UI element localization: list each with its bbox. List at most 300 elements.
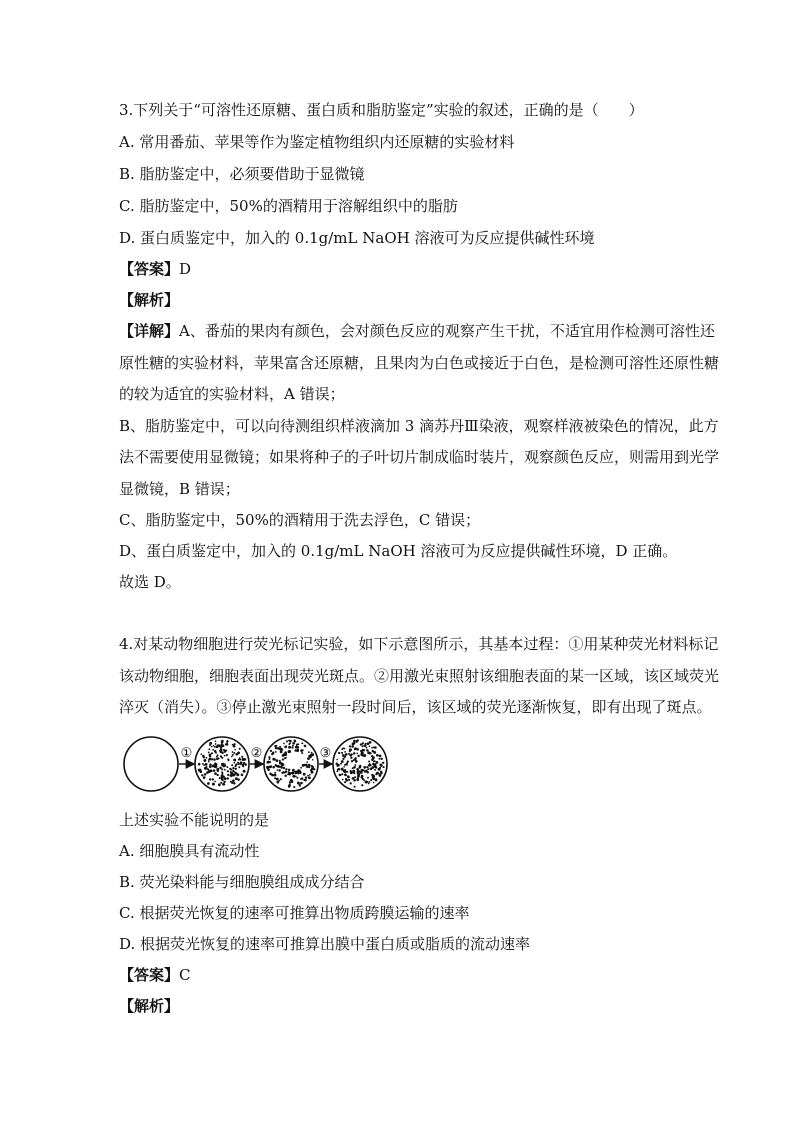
q3-explanation-line-4: B、脂肪鉴定中，可以向待测组织样液滴加 3 滴苏丹Ⅲ染液，观察样液被染色的情况，此方 <box>119 417 719 435</box>
fluorescent-spot <box>288 746 291 749</box>
fluorescent-spot <box>233 745 236 748</box>
fluorescent-spot <box>285 757 287 759</box>
q3-option-a: A. 常用番茄、苹果等作为鉴定植物组织内还原糖的实验材料 <box>119 133 515 151</box>
fluorescent-spot <box>382 762 384 764</box>
fluorescent-spot <box>344 748 346 750</box>
fluorescent-spot <box>294 749 297 752</box>
fluorescent-spot <box>375 779 377 781</box>
fluorescent-spot <box>288 785 291 788</box>
fluorescent-spot <box>282 764 284 766</box>
fluorescent-spot <box>376 754 379 757</box>
fluorescent-spot <box>288 750 291 753</box>
fluorescent-spot <box>367 777 369 779</box>
fluorescent-spot <box>202 755 205 758</box>
fluorescent-spot <box>343 766 345 768</box>
fluorescent-spot <box>306 765 309 768</box>
fluorescent-spot <box>308 776 311 779</box>
fluorescent-spot <box>342 758 344 760</box>
fluorescent-spot <box>363 766 366 769</box>
fluorescent-spot <box>203 759 206 762</box>
fluorescent-spot <box>276 781 279 784</box>
fluorescent-spot <box>235 763 237 765</box>
fluorescent-spot <box>270 773 272 775</box>
fluorescent-spot <box>288 772 291 775</box>
fluorescent-spot <box>209 742 212 745</box>
fluorescent-spot <box>353 766 356 769</box>
fluorescent-spot <box>293 742 295 744</box>
fluorescent-spot <box>379 773 381 775</box>
fluorescent-spot <box>288 769 290 771</box>
fluorescent-spot <box>341 752 343 754</box>
fluorescent-spot <box>371 758 374 761</box>
q4-option-d: D. 根据荧光恢复的速率可推算出膜中蛋白质或脂质的流动速率 <box>119 935 531 953</box>
fluorescent-spot <box>201 774 203 776</box>
fluorescent-spot <box>267 768 269 770</box>
fluorescent-spot <box>306 761 308 763</box>
fluorescent-spot <box>361 775 364 778</box>
fluorescent-spot <box>305 776 308 779</box>
fluorescent-spot <box>300 778 302 780</box>
cell-circle-1 <box>124 737 178 791</box>
fluorescent-spot <box>215 743 217 745</box>
fluorescent-spot <box>348 753 350 755</box>
fluorescent-spot <box>300 749 303 752</box>
fluorescent-spot <box>369 781 371 783</box>
fluorescent-spot <box>311 752 313 754</box>
fluorescent-spot <box>366 747 368 749</box>
fluorescent-spot <box>348 779 350 781</box>
fluorescent-spot <box>367 742 370 745</box>
q4-answer <box>119 965 191 985</box>
fluorescent-spot <box>241 756 243 758</box>
fluorescent-spot <box>374 765 376 767</box>
fluorescent-spot <box>224 778 226 780</box>
fluorescent-spot <box>295 746 298 749</box>
fluorescent-spot <box>214 781 216 783</box>
fluorescent-spot <box>275 747 277 749</box>
fluorescent-spot <box>210 754 212 756</box>
fluorescent-spot <box>293 786 295 788</box>
fluorescent-spot <box>378 768 381 771</box>
fluorescent-spot <box>286 740 288 742</box>
fluorescent-spot <box>212 783 215 786</box>
fluorescent-spot <box>292 745 294 747</box>
fluorescent-spot <box>276 745 278 747</box>
fluorescent-spot <box>350 757 352 759</box>
fluorescent-spot <box>312 759 314 761</box>
fluorescent-spot <box>277 769 279 771</box>
fluorescent-spot <box>231 764 233 766</box>
fluorescent-spot <box>376 761 379 764</box>
q3-explanation-line-2: 原性糖的实验材料，苹果富含还原糖，且果肉为白色或接近于白色，是检测可溶性还原性糖 <box>119 354 720 372</box>
fluorescent-spot <box>301 742 303 744</box>
fluorescent-spot <box>205 766 207 768</box>
cell-circle-3 <box>264 737 318 791</box>
fluorescent-spot <box>219 767 221 769</box>
fluorescent-spot <box>364 744 367 747</box>
fluorescent-spot <box>209 765 212 768</box>
fluorescent-spot <box>356 748 359 751</box>
q3-explanation-line-3: 的较为适宜的实验材料，A 错误； <box>119 385 345 403</box>
fluorescent-spot <box>367 781 369 783</box>
fluorescent-spot <box>295 772 297 774</box>
q4-stem-line-1: 4.对某动物细胞进行荧光标记实验，如下示意图所示，其基本过程：①用某种荧光材料标记 <box>119 635 719 653</box>
fluorescent-spot <box>239 757 241 759</box>
fluorescent-spot <box>280 778 282 780</box>
fluorescent-spot <box>378 758 380 760</box>
fluorescent-spot <box>208 748 210 750</box>
fluorescent-spot <box>297 777 299 779</box>
fluorescent-spot <box>381 758 383 760</box>
fluorescent-spot <box>233 758 236 761</box>
fluorescent-spot <box>224 755 226 757</box>
fluorescent-spot <box>284 775 286 777</box>
fluorescent-spot <box>379 763 382 766</box>
fluorescent-spot <box>224 750 227 753</box>
fluorescent-spot <box>279 746 281 748</box>
fluorescent-spot <box>204 773 207 776</box>
fluorescent-spot <box>274 772 276 774</box>
q4-answer-value: C <box>179 966 191 984</box>
fluorescent-spot <box>227 777 229 779</box>
fluorescent-spot <box>272 766 275 769</box>
fluorescent-spot <box>373 782 375 784</box>
fluorescent-spot <box>225 743 228 746</box>
fluorescent-spot <box>232 754 234 756</box>
q3-option-c: C. 脂肪鉴定中，50%的酒精用于溶解组织中的脂肪 <box>119 197 458 215</box>
fluorescent-spot <box>362 745 364 747</box>
fluorescent-spot <box>313 768 315 770</box>
fluorescent-spot <box>208 752 210 754</box>
fluorescent-spot <box>283 767 285 769</box>
fluorescent-spot <box>291 746 293 748</box>
fluorescent-spot <box>208 770 211 773</box>
fluorescent-spot <box>214 746 216 748</box>
fluorescent-spot <box>301 752 303 754</box>
fluorescent-spot <box>283 753 285 755</box>
fluorescent-spot <box>353 740 355 742</box>
fluorescent-spot <box>284 746 287 749</box>
fluorescent-spot <box>354 786 356 788</box>
fluorescent-spot <box>212 765 214 767</box>
fluorescent-spot <box>345 753 348 756</box>
fluorescent-spot <box>279 762 282 765</box>
fluorescent-spot <box>362 742 364 744</box>
fluorescent-spot <box>234 749 236 751</box>
fluorescent-spot <box>272 758 275 761</box>
fluorescent-spot <box>356 752 358 754</box>
fluorescent-spot <box>235 768 237 770</box>
fluorescent-spot <box>222 773 224 775</box>
fluorescent-spot <box>227 740 229 742</box>
q3-option-d: D. 蛋白质鉴定中，加入的 0.1g/mL NaOH 溶液可为反应提供碱性环境 <box>119 229 595 247</box>
fluorescent-spot <box>349 750 351 752</box>
fluorescent-spot <box>355 759 357 761</box>
fluorescent-spot <box>202 763 204 765</box>
fluorescent-spot <box>347 761 349 763</box>
fluorescent-spot <box>356 779 358 781</box>
fluorescent-spot <box>297 781 300 784</box>
fluorescent-spot <box>341 773 343 775</box>
fluorescent-spot <box>278 769 281 772</box>
fluorescent-spot <box>240 764 242 766</box>
fluorescent-spot <box>222 744 225 747</box>
fluorescent-spot <box>372 763 375 766</box>
fluorescent-spot <box>276 778 279 781</box>
fluorescent-spot <box>368 760 370 762</box>
fluorescent-spot <box>354 764 356 766</box>
fluorescent-spot <box>268 756 270 758</box>
fluorescent-spot <box>232 751 234 753</box>
fluorescent-spot <box>209 758 212 761</box>
fluorescent-spot <box>366 749 369 752</box>
fluorescent-spot <box>336 759 338 761</box>
fluorescent-spot <box>230 775 232 777</box>
fluorescent-spot <box>279 766 281 768</box>
fluorescent-spot <box>379 755 382 758</box>
fluorescent-spot <box>222 765 225 768</box>
fluorescent-spot <box>217 754 219 756</box>
fluorescent-spot <box>289 742 291 744</box>
fluorescent-spot <box>349 745 351 747</box>
fluorescent-spot <box>280 750 283 753</box>
fluorescent-spot <box>339 774 342 777</box>
fluorescent-spot <box>370 779 372 781</box>
fluorescent-spot <box>371 755 373 757</box>
fluorescent-spot <box>212 749 214 751</box>
fluorescent-spot <box>211 746 213 748</box>
fluorescent-spot <box>356 768 359 771</box>
fluorescent-spot <box>200 753 202 755</box>
fluorescent-spot <box>289 781 291 783</box>
fluorescent-spot <box>344 756 346 758</box>
fluorescent-spot <box>370 768 373 771</box>
fluorescent-spot <box>285 771 287 773</box>
fluorescent-spot <box>361 751 364 754</box>
fluorescent-spot <box>351 760 353 762</box>
fluorescent-spot <box>374 746 377 749</box>
fluorescent-spot <box>219 750 221 752</box>
fluorescent-spot <box>303 779 305 781</box>
fluorescent-spot <box>231 756 233 758</box>
fluorescent-spot <box>221 776 224 779</box>
fluorescent-spot <box>292 769 295 772</box>
fluorescent-spot <box>283 743 285 745</box>
fluorescent-spot <box>211 752 213 754</box>
fluorescent-spot <box>308 755 310 757</box>
fluorescent-spot <box>241 774 243 776</box>
fluorescent-spot <box>373 751 376 754</box>
fluorescent-spot <box>244 763 246 765</box>
fluorescent-spot <box>231 769 233 771</box>
fluorescent-spot <box>203 776 206 779</box>
fluorescent-spot <box>200 769 202 771</box>
fluorescent-spot <box>282 758 284 760</box>
q3-explanation-line-8: D、蛋白质鉴定中，加入的 0.1g/mL NaOH 溶液可为反应提供碱性环境，D 正确。 <box>119 542 678 560</box>
fluorescent-spot <box>367 751 370 754</box>
fluorescent-spot <box>209 755 211 757</box>
q3-option-b: B. 脂肪鉴定中，必须要借助于显微镜 <box>119 165 365 183</box>
fluorescent-spot <box>222 763 224 765</box>
fluorescent-spot <box>359 765 361 767</box>
q4-option-b: B. 荧光染料能与细胞膜组成成分结合 <box>119 873 365 891</box>
q4-analysis-heading: 【解析】 <box>119 997 180 1015</box>
q3-conclusion: 故选 D。 <box>119 573 181 591</box>
q4-stem-line-3: 淬灭（消失）。③停止激光束照射一段时间后，该区域的荧光逐渐恢复，即有出现了斑点。 <box>119 698 712 716</box>
q3-detail-tag: 【详解】 <box>119 322 180 340</box>
fluorescent-spot <box>340 763 342 765</box>
fluorescent-spot <box>243 770 246 773</box>
fluorescent-spot <box>295 776 297 778</box>
fluorescent-spot <box>227 774 229 776</box>
fluorescent-spot <box>346 763 348 765</box>
fluorescent-spot <box>214 750 217 753</box>
fluorescent-spot <box>343 770 345 772</box>
fluorescent-spot <box>311 765 313 767</box>
fluorescent-spot <box>363 754 366 757</box>
fluorescent-spot <box>344 773 347 776</box>
fluorescent-spot <box>216 758 218 760</box>
fluorescent-spot <box>358 770 360 772</box>
fluorescent-spot <box>217 774 219 776</box>
fluorescent-spot <box>304 745 307 748</box>
fluorescent-spot <box>361 784 363 786</box>
fluorescent-spot <box>299 771 302 774</box>
fluorescent-spot <box>233 762 235 764</box>
fluorescent-spot <box>235 777 238 780</box>
fluorescent-spot <box>224 763 226 765</box>
q4-stem-line-2: 该动物细胞，细胞表面出现荧光斑点。②用激光束照射该细胞表面的某一区域，该区域荧光 <box>119 667 720 685</box>
fluorescent-spot <box>213 758 216 761</box>
fluorescent-spot <box>237 778 240 781</box>
fluorescent-spot <box>228 759 230 761</box>
fluorescent-spot <box>292 775 295 778</box>
q3-stem: 3.下列关于“可溶性还原糖、蛋白质和脂肪鉴定”实验的叙述，正确的是（ ） <box>119 101 644 119</box>
fluorescent-spot <box>266 762 268 764</box>
fluorescent-spot <box>236 773 239 776</box>
fluorescent-spot <box>243 759 245 761</box>
fluorescent-spot <box>226 766 228 768</box>
fluorescent-spot <box>207 782 210 785</box>
step-label-2: ② <box>250 746 263 761</box>
fluorescent-spot <box>205 763 207 765</box>
fluorescent-spot <box>212 778 214 780</box>
q3-explanation-line-1: 【详解】A、番茄的果肉有颜色，会对颜色反应的观察产生干扰，不适宜用作检测可溶性还 <box>119 322 715 340</box>
fluorescent-spot <box>278 780 280 782</box>
fluorescent-spot <box>344 781 346 783</box>
fluorescent-spot <box>217 769 220 772</box>
fluorescent-spot <box>276 759 279 762</box>
fluorescent-spot <box>274 777 276 779</box>
fluorescent-spot <box>371 747 373 749</box>
fluorescent-spot <box>357 739 359 741</box>
q4-option-a: A. 细胞膜具有流动性 <box>119 842 260 860</box>
fluorescent-spot <box>242 765 244 767</box>
fluorescent-spot <box>354 748 356 750</box>
q3-answer-value: D <box>179 260 192 278</box>
fluorescent-spot <box>240 762 242 764</box>
fluorescent-spot <box>369 764 371 766</box>
q4-answer-tag: 【答案】 <box>119 966 180 984</box>
fluorescent-spot <box>362 778 364 780</box>
fluorescent-spot <box>274 774 277 777</box>
fluorescent-spot <box>355 757 357 759</box>
fluorescent-spot <box>272 752 275 755</box>
q3-analysis-heading: 【解析】 <box>119 291 180 309</box>
fluorescent-spot <box>238 763 240 765</box>
fluorescent-spot <box>376 772 379 775</box>
fluorescent-spot <box>222 783 224 785</box>
fluorescent-spot <box>345 778 347 780</box>
fluorescent-spot <box>351 745 354 748</box>
q3-explanation-line-6: 显微镜，B 错误； <box>119 480 240 498</box>
fluorescent-spot <box>308 751 310 753</box>
fluorescent-spot <box>292 772 294 774</box>
q4-option-c: C. 根据荧光恢复的速率可推算出物质跨膜运输的速率 <box>119 904 470 922</box>
fluorescent-spot <box>216 745 219 748</box>
fluorescent-spot <box>219 777 221 779</box>
fluorescent-spot <box>365 743 367 745</box>
fluorescent-spot <box>236 754 238 756</box>
fluorescent-spot <box>353 772 355 774</box>
fluorescent-spot <box>374 760 376 762</box>
fluorescent-spot <box>338 752 340 754</box>
fluorescent-spot <box>309 766 311 768</box>
fluorescent-spot <box>357 775 360 778</box>
fluorescent-spot <box>311 753 314 756</box>
fluorescent-spot <box>369 745 371 747</box>
fluorescent-spot <box>213 745 215 747</box>
fluorescent-spot <box>209 778 211 780</box>
fluorescent-spot <box>224 769 226 771</box>
fluorescent-spot <box>307 757 310 760</box>
fluorescent-spot <box>205 757 207 759</box>
q3-answer <box>119 259 191 279</box>
fluorescent-spot <box>296 743 298 745</box>
fluorescent-spot <box>372 776 375 779</box>
fluorescent-spot <box>213 769 216 772</box>
fluorescent-spot <box>279 748 282 751</box>
fluorescent-spot <box>342 779 344 781</box>
fluorescent-spot <box>346 771 348 773</box>
fluorescent-spot <box>304 764 307 767</box>
fluorescent-spot <box>220 782 222 784</box>
fluorescent-spot <box>275 765 277 767</box>
fluorescent-spot <box>269 765 272 768</box>
fluorescent-spot <box>367 771 369 773</box>
step-label-3: ③ <box>319 746 332 761</box>
fluorescent-spot <box>290 779 293 782</box>
fluorescent-spot <box>353 779 356 782</box>
q3-answer-tag: 【答案】 <box>119 260 180 278</box>
fluorescent-spot <box>347 776 350 779</box>
fluorescent-spot <box>230 781 232 783</box>
fluorescent-spot <box>357 755 359 757</box>
fluorescent-spot <box>238 766 240 768</box>
fluorescent-spot <box>374 769 376 771</box>
fluorescent-spot <box>362 769 364 771</box>
fluorescent-spot <box>368 783 370 785</box>
fluorescent-spot <box>383 766 385 768</box>
fluorescent-spot <box>223 781 225 783</box>
fluorescent-spot <box>367 768 369 770</box>
fluorescent-spot <box>227 770 229 772</box>
fluorescent-spot <box>294 740 296 742</box>
q4-question: 上述实验不能说明的是 <box>119 811 270 829</box>
q3-explanation-line-7: C、脂肪鉴定中，50%的酒精用于洗去浮色，C 错误； <box>119 511 481 529</box>
fluorescent-spot <box>270 750 272 752</box>
fluorescent-spot <box>300 767 302 769</box>
